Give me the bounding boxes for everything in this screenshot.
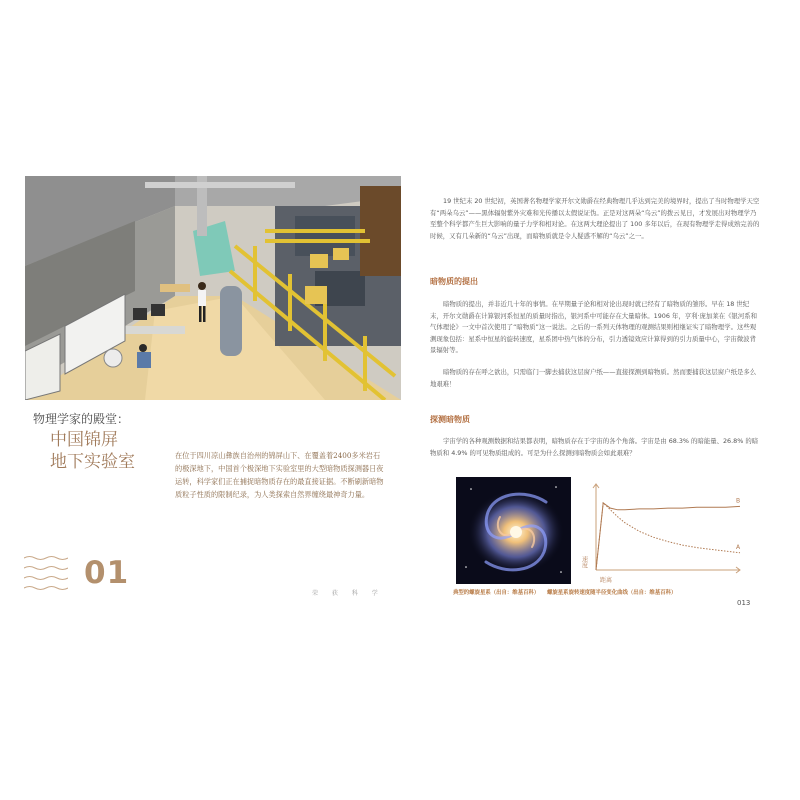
running-footer: 荣 获 科 学 — [312, 590, 384, 597]
page-number: 013 — [737, 599, 751, 607]
chart-xlabel: 距离 — [600, 577, 613, 584]
spiral-galaxy-image — [456, 477, 571, 584]
section-title-line1: 中国锦屏 — [50, 430, 118, 450]
intro-paragraph: 在位于四川凉山彝族自治州的锦屏山下、在覆盖着2400多米岩石的极深地下，中国首个极深地下实验室里的大型暗物质探测器日夜运转，科学家们正在捕捉暗物质存在的最直接证据。不断刷新暗物质粒子性质的限制纪录，为人类探索自然界缠绕最神奇力量。 — [175, 451, 384, 499]
section-subtitle: 物理学家的殿堂： — [33, 412, 130, 426]
series-label-b: B — [736, 497, 741, 505]
paragraph-proposal: 暗物质的提出，并非近几十年的事情。在早期量子论和相对论出现时就已经有了暗物质的雏形。早在 18 世纪末，开尔文勋爵在计算银河系恒星的质量时指出，银河系中可能存在大量暗体。1906 年，亨利·庞加莱在《银河系和气体理论》一文中首次使用了“暗物质”这一说法。之后的一系列天体物理的观测结果则相继证实了暗物理学。这些观测现象包括：星系中恒星的旋转速度，星系团中热气体的分布，引力透镜效应计算得到的引力质量中心，宇宙微波背景辐射等。 — [430, 300, 758, 354]
wave-ornament-icon — [24, 555, 68, 593]
chapter-number: 01 — [84, 555, 130, 591]
chart-axes — [593, 484, 740, 573]
section-title — [50, 429, 135, 473]
paragraph-intro: 19 世纪末 20 世纪初，英国著名物理学家开尔文勋爵在经典物理几乎达到完美的境界时，提出了当时物理学天空有“两朵乌云”——黑体辐射紫外灾难和光传播以太假说证伪。正是对这两朵“乌云”的拨云见日，才发展出对物理学乃至整个科学都产生巨大影响的量子力学和相对论。在这两大理论提出了 100 多年以后，在现有物理学走得成熟完善的时候，又有几朵新的“乌云”出现，而暗物质就是令人疑惑不解的“乌云”之一。 — [430, 197, 760, 240]
paragraph-detection: 宇宙学的各种观测数据和结果都表明，暗物质存在于宇宙的各个角落。宇宙是由 68.3% 的暗能量、26.8% 的暗物质和 4.9% 的可见物质组成的。可是为什么探测到暗物质会如此艰难？ — [430, 437, 759, 457]
series-label-a: A — [736, 543, 741, 551]
caption-chart: 螺旋星系旋转速度随半径变化曲线（出自：维基百科） — [547, 590, 677, 596]
chart-series — [596, 497, 741, 570]
paragraph-window-paper: 暗物质的存在呼之欲出，只需临门一脚去捕获这层窗户纸——直接探测到暗物质。然而要捕获这层窗户纸是多么地艰难！ — [430, 368, 757, 388]
section-title-line2: 地下实验室 — [50, 452, 135, 472]
lab-illustration — [25, 176, 401, 400]
caption-galaxy: 典型的螺旋星系（出自：维基百科） — [453, 590, 540, 596]
rotation-curve-chart — [580, 478, 755, 590]
series-line-a — [596, 503, 740, 570]
heading-detect-dark-matter: 探测暗物质 — [430, 415, 470, 424]
series-line-b — [596, 503, 740, 570]
chart-ylabel: 速度 — [580, 556, 588, 568]
heading-dark-matter-proposal: 暗物质的提出 — [430, 277, 478, 286]
